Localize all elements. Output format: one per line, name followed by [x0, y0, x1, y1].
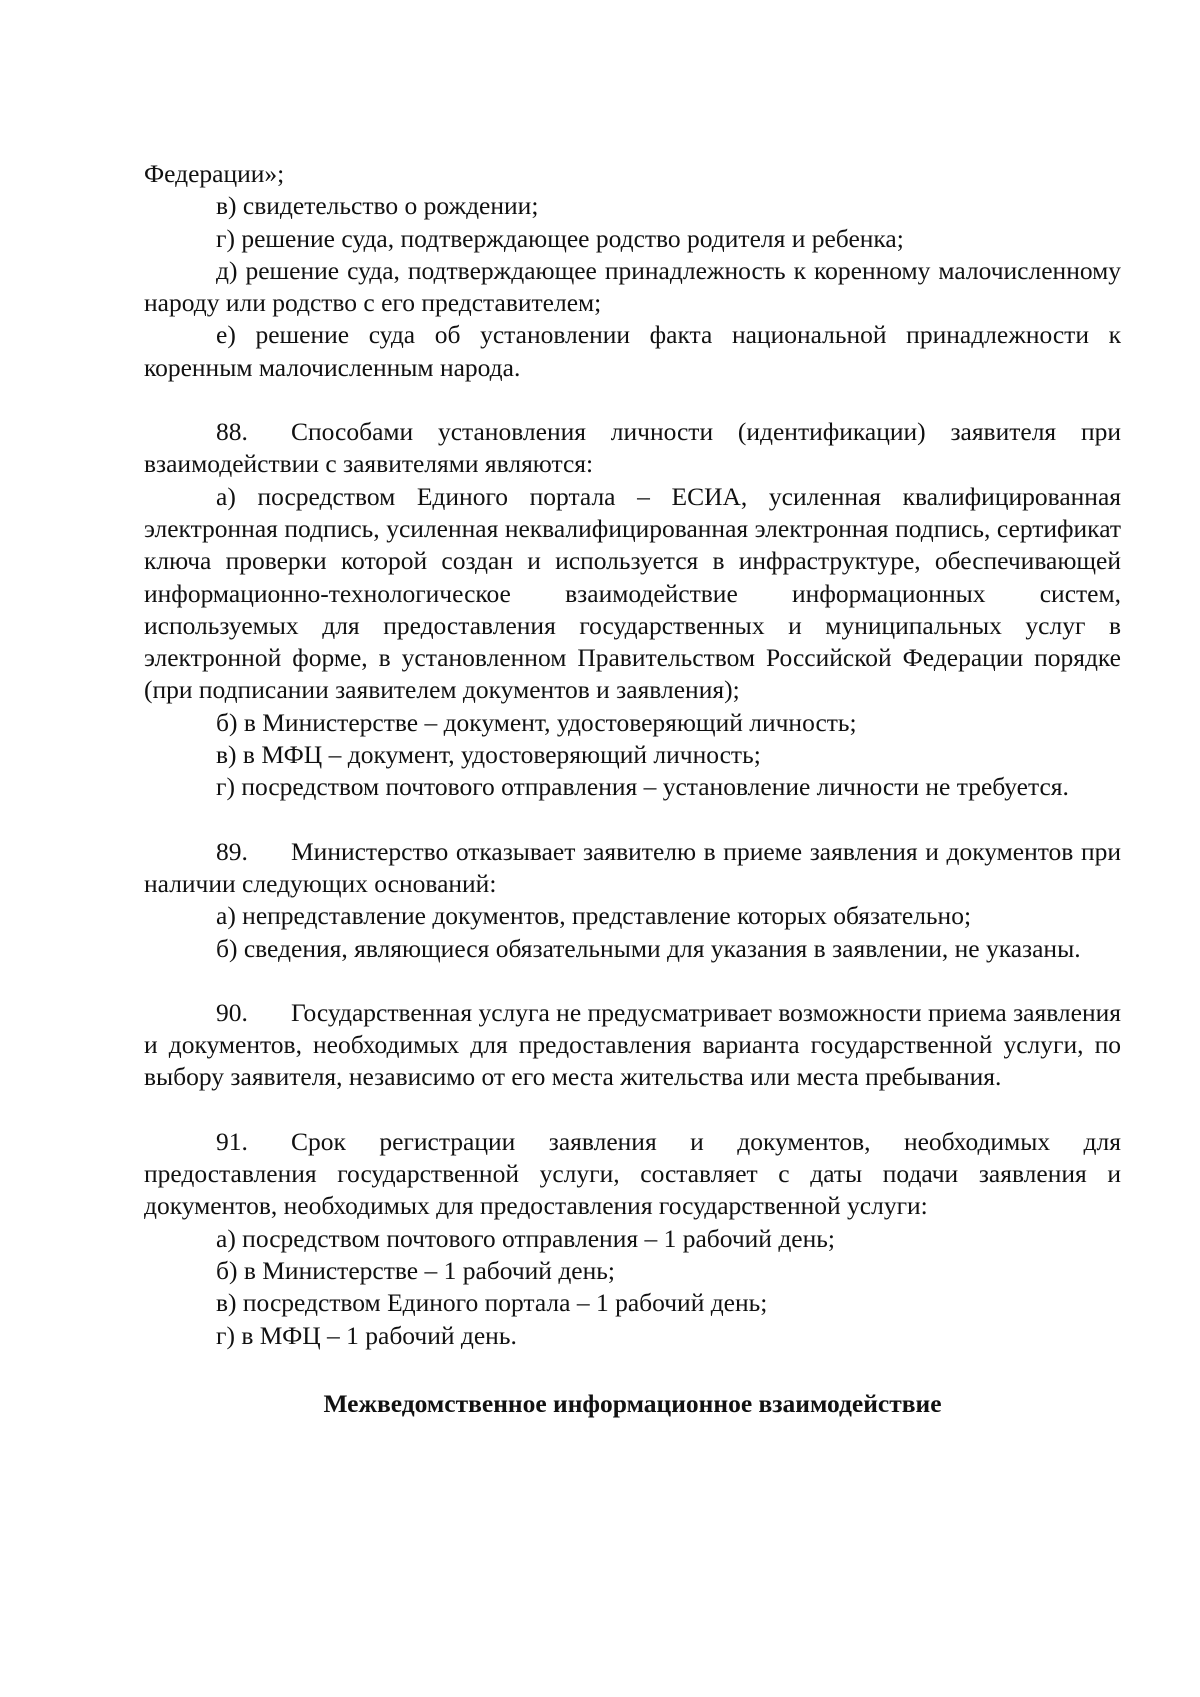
paragraph-89 — [144, 836, 1121, 901]
paragraph-90 — [144, 997, 1121, 1094]
list-item: а) посредством Единого портала – ЕСИА, усиленная квалифицированная электронная подпись, усиленная неквалифицированная электронная подпись, сертификат ключа проверки которой создан и используется в инфраструктуре, обеспечивающей информационно-технологическое взаимодействие информационных систем, используемых для предоставления государственных и муниципальных услуг в электронной форме, в установленном Правительством Российской Федерации порядке (при подписании заявителем документов и заявления); — [144, 481, 1121, 705]
list-item: е) решение суда об установлении факта национальной принадлежности к коренным малочисленным народа. — [144, 320, 1121, 382]
list-item: б) сведения, являющиеся обязательными для указания в заявлении, не указаны. — [216, 933, 1081, 963]
list-item: в) в МФЦ – документ, удостоверяющий личность; — [216, 740, 761, 770]
list-item: а) непредставление документов, представление которых обязательно; — [216, 901, 972, 931]
paragraph-number: 90. — [216, 997, 248, 1027]
paragraph-number: 91. — [216, 1126, 248, 1156]
paragraph-91 — [144, 1126, 1121, 1223]
list-item: г) посредством почтового отправления – установление личности не требуется. — [216, 772, 1069, 802]
list-item: в) свидетельство о рождении; — [216, 191, 539, 221]
paragraph-gap — [144, 965, 1121, 997]
paragraph-text: Государственная услуга не предусматривает возможности приема заявления и документов, необходимых для предоставления варианта государственной услуги, по выбору заявителя, независимо от его места жительства или места пребывания. — [144, 997, 1121, 1092]
paragraph-gap — [144, 1094, 1121, 1126]
list-item: а) посредством почтового отправления – 1 рабочий день; — [216, 1223, 835, 1253]
list-item: б) в Министерстве – 1 рабочий день; — [216, 1255, 615, 1285]
list-item: б) в Министерстве – документ, удостоверяющий личность; — [216, 707, 857, 737]
paragraph-text: Срок регистрации заявления и документов, необходимых для предоставления государственной услуги, составляет с даты подачи заявления и документов, необходимых для предоставления государственной услуги: — [144, 1126, 1121, 1221]
section-heading: Межведомственное информационное взаимодействие — [323, 1388, 942, 1418]
document-page — [144, 158, 1121, 1420]
paragraph-text: Министерство отказывает заявителю в приеме заявления и документов при наличии следующих оснований: — [144, 836, 1121, 898]
paragraph-gap — [144, 384, 1121, 416]
paragraph-number: 88. — [216, 417, 248, 447]
lead-line: Федерации»; — [144, 159, 285, 188]
list-item: в) посредством Единого портала – 1 рабочий день; — [216, 1288, 768, 1318]
list-item: д) решение суда, подтверждающее принадлежность к коренному малочисленному народу или родство с его представителем; — [144, 255, 1121, 318]
paragraph-gap — [144, 804, 1121, 836]
paragraph-number: 89. — [216, 836, 248, 866]
paragraph-88 — [144, 416, 1121, 481]
paragraph-text: Способами установления личности (идентификации) заявителя при взаимодействии с заявителями являются: — [144, 417, 1121, 479]
list-item: г) решение суда, подтверждающее родство родителя и ребенка; — [216, 223, 904, 253]
list-item: г) в МФЦ – 1 рабочий день. — [216, 1320, 517, 1350]
